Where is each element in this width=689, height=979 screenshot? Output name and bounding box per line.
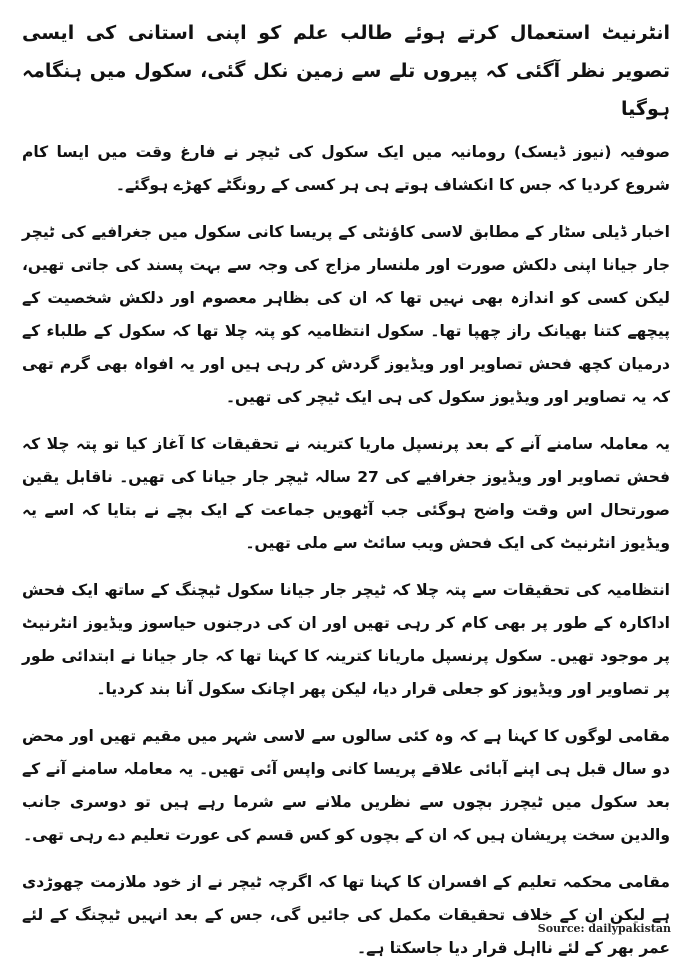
article-paragraph-3: یہ معاملہ سامنے آنے کے بعد پرنسپل ماریا کترینہ نے تحقیقات کا آغاز کیا تو پتہ چلا کہ فحش تصاویر اور ویڈیوز جغرافیے کی 27 سالہ ٹیچر جار جیانا کی تھیں۔ ناقابل یقین صورتحال اس وقت واضح ہوگئی جب آٹھویں جماعت کے ایک بچے نے بتایا کہ اسے یہ ویڈیوز انٹرنیٹ کی ایک فحش ویب سائٹ سے ملی تھیں۔: [22, 435, 670, 552]
article-paragraph-4: انتظامیہ کی تحقیقات سے پتہ چلا کہ ٹیچر جار جیانا سکول ٹیچنگ کے ساتھ ایک فحش اداکارہ کے طور پر بھی کام کر رہی تھیں اور ان کی درجنوں حیاسوز ویڈیوز انٹرنیٹ پر موجود تھیں۔ سکول پرنسپل ماریانا کترینہ کا کہنا تھا کہ جار جیانا نے ابتدائی طور پر تصاویر اور ویڈیوز کو جعلی قرار دیا، لیکن پھر اچانک سکول آنا بند کردیا۔: [22, 581, 670, 698]
article-headline: انٹرنیٹ استعمال کرتے ہوئے طالب علم کو اپنی استانی کی ایسی تصویر نظر آگئی کہ پیروں تلے سے زمین نکل گئی، سکول میں ہنگامہ ہوگیا: [22, 22, 670, 120]
article-paragraph-5: مقامی لوگوں کا کہنا ہے کہ وہ کئی سالوں سے لاسی شہر میں مقیم تھیں اور محض دو سال قبل ہی اپنے آبائی علاقے پریسا کانی واپس آئی تھیں۔ یہ معاملہ سامنے آنے کے بعد سکول میں ٹیچرز بچوں سے نظریں ملانے سے شرما رہے ہیں تو دوسری جانب والدین سخت پریشان ہیں کہ ان کے بچوں کو کس قسم کی عورت تعلیم دے رہی تھی۔: [22, 727, 670, 844]
source-credit: Source: dailypakistan: [537, 922, 671, 935]
article-paragraph-1: صوفیہ (نیوز ڈیسک) رومانیہ میں ایک سکول کی ٹیچر نے فارغ وقت میں ایسا کام شروع کردیا کہ جس کا انکشاف ہوتے ہی ہر کسی کے رونگٹے کھڑے ہوگئے۔: [22, 143, 670, 194]
article-paragraph-2: اخبار ڈیلی سٹار کے مطابق لاسی کاؤنٹی کے پریسا کانی سکول میں جغرافیے کی ٹیچر جار جیانا اپنی دلکش صورت اور ملنسار مزاج کی وجہ سے بہت پسند کی جاتی تھیں، لیکن کسی کو اندازہ بھی نہیں تھا کہ ان کی بظاہر معصوم اور دلکش شخصیت کے پیچھے کتنا بھیانک راز چھپا تھا۔ سکول انتظامیہ کو پتہ چلا تھا کہ سکول کے طلباء کے درمیان کچھ فحش تصاویر اور ویڈیوز گردش کر رہی ہیں اور یہ افواہ بھی گرم تھی کہ یہ تصاویر اور ویڈیوز سکول کی ہی ایک ٹیچر کی تھیں۔: [22, 223, 670, 406]
article-paragraph-6: مقامی محکمہ تعلیم کے افسران کا کہنا تھا کہ اگرچہ ٹیچر نے از خود ملازمت چھوڑدی ہے لیکن ان کے خلاف تحقیقات مکمل کی جائیں گی، جس کے بعد انہیں ٹیچنگ کے لئے عمر بھر کے لئے نااہل قرار دیا جاسکتا ہے۔: [22, 873, 670, 957]
article-body: [22, 14, 670, 979]
